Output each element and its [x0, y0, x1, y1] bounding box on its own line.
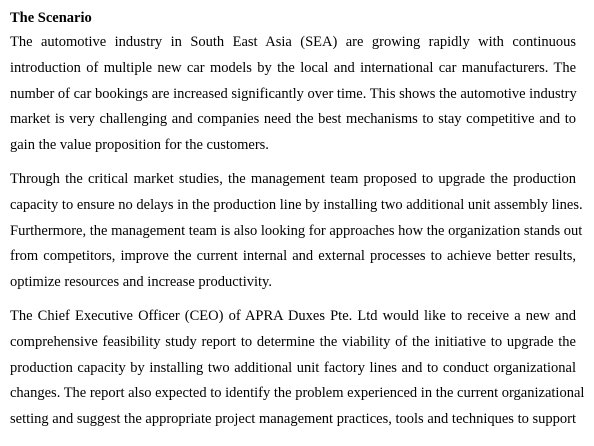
- text-line: changes. The report also expected to identify the problem experienced in the current organizational: [10, 385, 585, 402]
- text-line: Furthermore, the management team is also looking for approaches how the organization stands out: [10, 222, 583, 239]
- text-line: The automotive industry in South East Asia (SEA) are growing rapidly with continuous: [10, 34, 576, 50]
- text-line: setting and suggest the appropriate project management practices, tools and techniques to support: [10, 411, 576, 428]
- text-line: gain the value proposition for the customers.: [10, 137, 269, 154]
- text-line: Through the critical market studies, the management team proposed to upgrade the production: [10, 170, 576, 187]
- text-line: production capacity by installing two additional unit factory lines and to conduct organizational: [10, 359, 576, 376]
- document-body: [10, 8, 585, 441]
- text-line: optimize resources and increase productivity.: [10, 274, 272, 291]
- paragraph-1: [10, 30, 576, 159]
- text-line: market is very challenging and companies need the best mechanisms to stay competitive and to: [10, 111, 576, 128]
- text-line: number of car bookings are increased significantly over time. This shows the automotive industry: [10, 85, 577, 102]
- text-line: from competitors, improve the current internal and external processes to achieve better results,: [10, 248, 576, 265]
- paragraph-2: [10, 167, 583, 296]
- section-heading: The Scenario: [10, 10, 92, 26]
- text-line: comprehensive feasibility study report to determine the viability of the initiative to upgrade the: [10, 333, 576, 350]
- text-line: introduction of multiple new car models by the local and international car manufacturers. The: [10, 59, 576, 76]
- paragraph-3: [10, 304, 585, 433]
- text-line: The Chief Executive Officer (CEO) of APRA Duxes Pte. Ltd would like to receive a new and: [10, 307, 576, 324]
- text-line: capacity to ensure no delays in the production line by installing two additional unit assembly lines.: [10, 196, 583, 213]
